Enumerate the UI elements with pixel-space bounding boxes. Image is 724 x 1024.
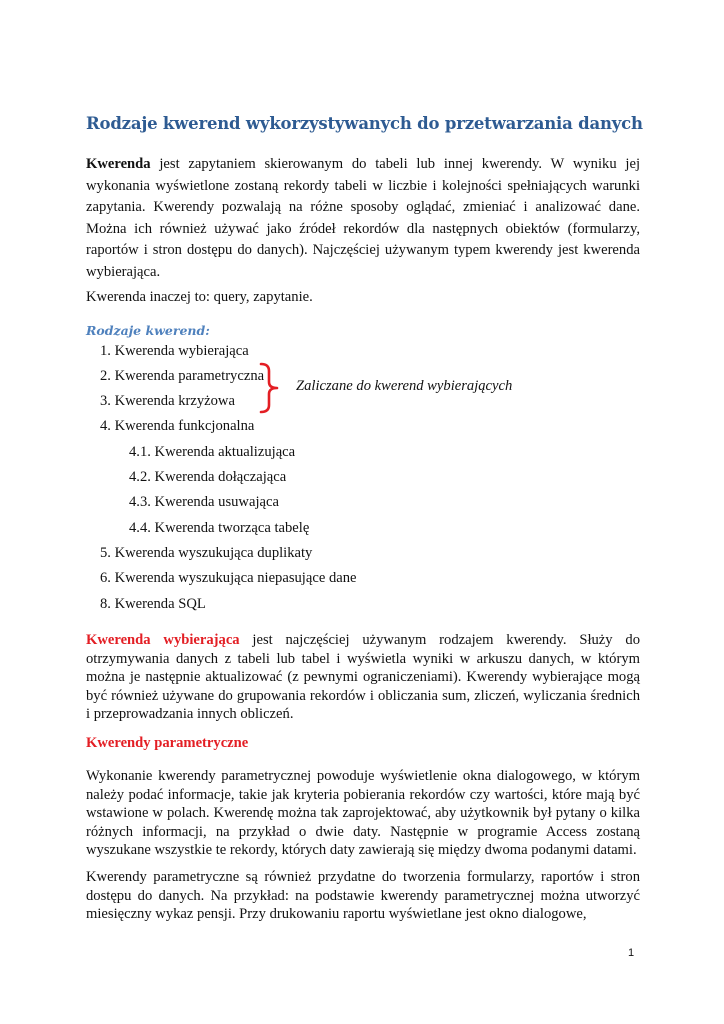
list-item-find-duplicates: 5. Kwerenda wyszukująca duplikaty xyxy=(100,545,313,561)
list-item-sql: 8. Kwerenda SQL xyxy=(100,596,206,612)
intro-paragraph xyxy=(86,154,640,283)
select-query-paragraph xyxy=(86,631,640,724)
list-item-select: 1. Kwerenda wybierająca xyxy=(100,343,249,359)
page-number: 1 xyxy=(628,947,635,959)
list-item-delete: 4.3. Kwerenda usuwająca xyxy=(129,494,279,510)
list-item-update: 4.1. Kwerenda aktualizująca xyxy=(129,444,296,460)
alias-paragraph: Kwerenda inaczej to: query, zapytanie. xyxy=(86,289,313,305)
list-item-find-unmatched: 6. Kwerenda wyszukująca niepasujące dane xyxy=(100,570,357,586)
select-query-text: jest najczęściej używanym rodzajem kwerendy. Służy do otrzymywania danych z tabeli lub tabel i wyświetla wyniki w arkuszu danych, w którym można je następnie aktualizować (z pewnymi ograniczeniami). Kwerendy wybierające mogą być również używane do grupowania rekordów i obliczania sum, zliczeń, wyliczania średnich i przeprowadzania innych obliczeń. xyxy=(86,632,640,723)
brace-note: Zaliczane do kwerend wybierających xyxy=(296,378,513,394)
list-item-parametric: 2. Kwerenda parametryczna xyxy=(100,368,265,384)
param-paragraph-2: Kwerendy parametryczne są również przydatne do tworzenia formularzy, raportów i stron dostępu do danych. Na przykład: na podstawie kwerendy parametrycznej można utworzyć miesięczny wykaz pensji. Przy drukowaniu raportu wyświetlane jest okno dialogowe, xyxy=(86,869,640,923)
param-paragraph-1: Wykonanie kwerendy parametrycznej powoduje wyświetlenie okna dialogowego, w którym należy podać informacje, takie jak kryteria pobierania rekordów czy wartości, które mają być wstawione w polach. Kwerendę można tak zaprojektować, aby użytkownik był pytany o kilka różnych informacji, na przykład o dwie daty. Następnie w programie Access zostaną wyszukane wszystkie te rekordy, których daty zawierają się między dwoma podanymi datami. xyxy=(86,768,640,859)
param-heading: Kwerendy parametryczne xyxy=(86,735,249,751)
intro-text: jest zapytaniem skierowanym do tabeli lub innej kwerendy. W wyniku jej wykonania wyświetlone zostaną rekordy tabeli w liczbie i kolejności spełniających warunki zapytania. Kwerendy pozwalają na różne sposoby oglądać, zmieniać i analizować dane. Można ich również używać jako źródeł rekordów dla następnych obiektów (formularzy, raportów i stron dostępu do danych). Najczęściej używanym typem kwerendy jest kwerenda wybierająca. xyxy=(86,156,640,280)
list-item-crosstab: 3. Kwerenda krzyżowa xyxy=(100,393,235,409)
select-query-term: Kwerenda wybierająca xyxy=(86,632,240,648)
intro-term: Kwerenda xyxy=(86,156,151,172)
types-heading: Rodzaje kwerend: xyxy=(86,323,210,338)
list-item-action: 4. Kwerenda funkcjonalna xyxy=(100,418,255,434)
curly-brace-icon xyxy=(255,362,285,414)
list-item-append: 4.2. Kwerenda dołączająca xyxy=(129,469,287,485)
page-title: Rodzaje kwerend wykorzystywanych do przetwarzania danych xyxy=(86,114,643,133)
list-item-make-table: 4.4. Kwerenda tworząca tabelę xyxy=(129,520,310,536)
